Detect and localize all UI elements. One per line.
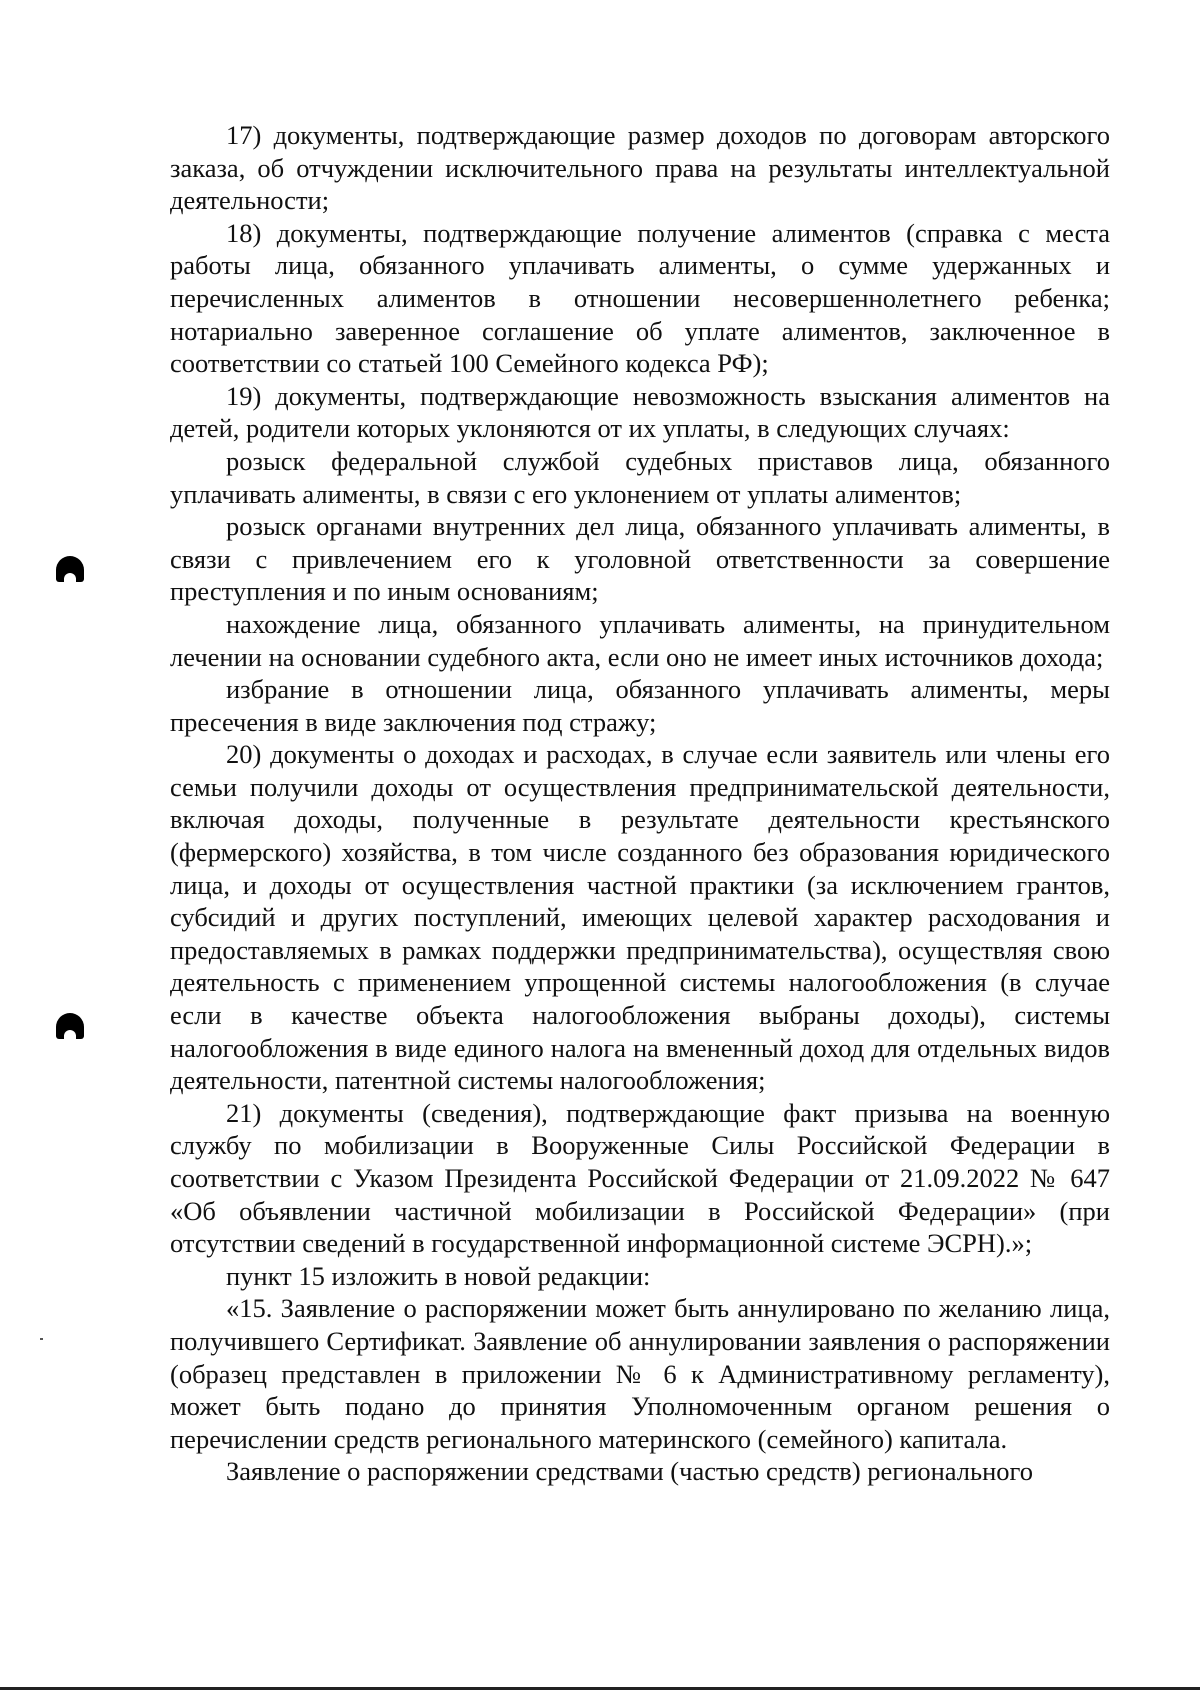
document-body [170, 119, 1110, 1488]
punch-hole-icon [56, 1013, 84, 1039]
paragraph-case-compulsory-treatment: нахождение лица, обязанного уплачивать алименты, на принудительном лечении на основании судебного акта, если оно не имеет иных источников дохода; [170, 608, 1110, 672]
paragraph-item-18: 18) документы, подтверждающие получение алиментов (справка с места работы лица, обязанного уплачивать алименты, о сумме удержанных и перечисленных алиментов в отношении несовершеннолетнего ребенка; нотариально заверенное соглашение об уплате алиментов, заключенное в соответствии со статьей 100 Семейного кодекса РФ); [170, 217, 1110, 379]
paragraph-item-17: 17) документы, подтверждающие размер доходов по договорам авторского заказа, об отчуждении исключительного права на результаты интеллектуальной деятельности; [170, 120, 1110, 216]
paragraph-case-police-search: розыск органами внутренних дел лица, обязанного уплачивать алименты, в связи с привлечением его к уголовной ответственности за совершение преступления и по иным основаниям; [170, 511, 1110, 607]
paragraph-continuation: Заявление о распоряжении средствами (частью средств) регионального [226, 1456, 1033, 1487]
paragraph-amendment-intro: пункт 15 изложить в новой редакции: [226, 1260, 651, 1291]
scan-speck [40, 1338, 43, 1340]
paragraph-item-20: 20) документы о доходах и расходах, в случае если заявитель или члены его семьи получили доходы от осуществления предпринимательской деятельности, включая доходы, полученные в результате деятельности крестьянского (фермерского) хозяйства, в том числе созданного без образования юридического лица, и доходы от осуществления частной практики (за исключением грантов, субсидий и других поступлений, имеющих целевой характер расходования и предоставляемых в рамках поддержки предпринимательства), осуществляя свою деятельность с применением упрощенной системы налогообложения (в случае если в качестве объекта налогообложения выбраны доходы), системы налогообложения в виде единого налога на вмененный доход для отдельных видов деятельности, патентной системы налогообложения; [170, 739, 1110, 1096]
paragraph-clause-15: «15. Заявление о распоряжении может быть аннулировано по желанию лица, получившего Сертификат. Заявление об аннулировании заявления о распоряжении (образец представлен в приложении № 6 к Административному регламенту), может быть подано до принятия Уполномоченным органом решения о перечислении средств регионального материнского (семейного) капитала. [170, 1293, 1110, 1454]
paragraph-case-bailiff-search: розыск федеральной службой судебных приставов лица, обязанного уплачивать алименты, в связи с его уклонением от уплаты алиментов; [170, 445, 1110, 509]
page-bottom-edge [0, 1687, 1200, 1690]
punch-hole-icon [56, 556, 84, 582]
paragraph-case-detention: избрание в отношении лица, обязанного уплачивать алименты, меры пресечения в виде заключения под стражу; [170, 674, 1110, 737]
paragraph-item-19: 19) документы, подтверждающие невозможность взыскания алиментов на детей, родители которых уклоняются от их уплаты, в следующих случаях: [170, 380, 1110, 444]
paragraph-item-21: 21) документы (сведения), подтверждающие факт призыва на военную службу по мобилизации в Вооруженные Силы Российской Федерации в соответствии с Указом Президента Российской Федерации от 21.09.2022 № 647 «Об объявлении частичной мобилизации в Российской Федерации» (при отсутствии сведений в государственной информационной системе ЭСРН).»; [170, 1097, 1110, 1259]
